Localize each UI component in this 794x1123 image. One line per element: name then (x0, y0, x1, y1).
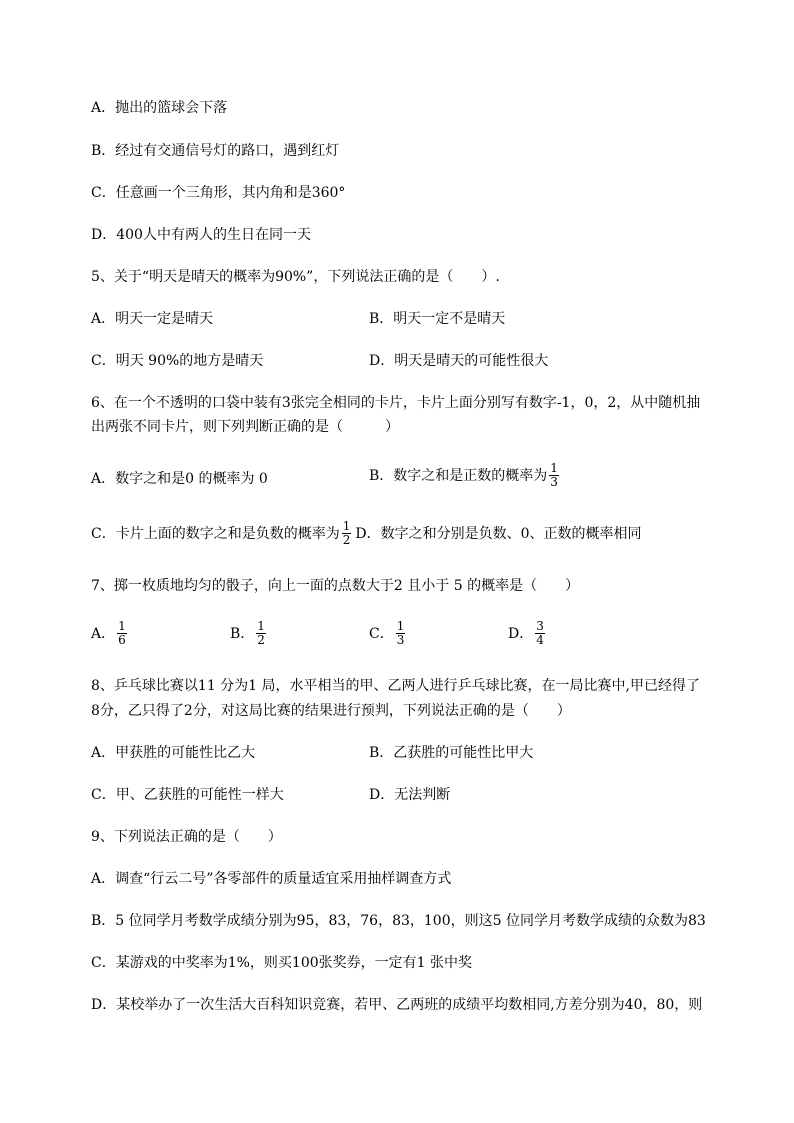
q9-option-a: A．调查“行云二号”各零部件的质量适宜采用抽样调查方式 (91, 871, 452, 887)
q9-option-d: D．某校举办了一次生活大百科知识竞赛，若甲、乙两班的成绩平均数相同,方差分别为40，80，则 (91, 997, 703, 1013)
q9-option-c: C．某游戏的中奖率为1%，则买100张奖券，一定有1 张中奖 (91, 955, 472, 971)
fraction-denominator: 2 (342, 533, 351, 547)
fraction (535, 620, 545, 647)
q8-stem-line1: 8、乒乓球比赛以11 分为1 局，水平相当的甲、乙两人进行乒乓球比赛，在一局比赛中,甲已经得了 (91, 678, 700, 694)
q7-option-b-label: B． (230, 625, 255, 642)
q8-stem-line2: 8分，乙只得了2分，对这局比赛的结果进行预判，下列说法正确的是（ ） (91, 703, 571, 719)
q5-option-b: B．明天一定不是晴天 (369, 311, 506, 327)
q6-stem-line2: 出两张不同卡片，则下列判断正确的是（ ） (91, 419, 399, 435)
fraction (117, 620, 127, 647)
q5-option-c: C．明天 90%的地方是晴天 (91, 353, 264, 369)
q9-stem: 9、下列说法正确的是（ ） (91, 829, 282, 845)
fraction (342, 520, 352, 547)
q4-option-a: A．抛出的篮球会下落 (91, 100, 228, 116)
q5-stem: 5、关于“明天是晴天的概率为90%”，下列说法正确的是（ ）. (91, 269, 500, 285)
q5-option-a: A．明天一定是晴天 (91, 311, 214, 327)
q5-option-d: D．明天是晴天的可能性很大 (369, 353, 549, 369)
fraction-numerator: 1 (396, 619, 405, 633)
q6-option-c (91, 520, 642, 547)
q7-options (91, 620, 651, 654)
q6-option-b-text: B．数字之和是正数的概率为 (369, 467, 548, 484)
q7-option-a-label: A． (91, 625, 116, 642)
q8-option-d: D．无法判断 (369, 787, 451, 803)
fraction-numerator: 1 (342, 519, 351, 533)
q6-option-c-text: C．卡片上面的数字之和是负数的概率为 (91, 525, 340, 542)
q4-option-d: D．400人中有两人的生日在同一天 (91, 227, 311, 243)
q6-stem-line1: 6、在一个不透明的口袋中装有3张完全相同的卡片，卡片上面分别写有数字-1，0，2，从中随机抽 (91, 395, 701, 411)
q6-option-b (369, 462, 561, 489)
fraction-numerator: 3 (536, 619, 544, 633)
q6-option-a: A．数字之和是0 的概率为 0 (91, 471, 268, 487)
fraction-denominator: 2 (257, 633, 265, 647)
fraction-denominator: 6 (118, 633, 126, 647)
q7-option-d (508, 620, 547, 647)
fraction (549, 462, 559, 489)
q9-option-b: B．5 位同学月考数学成绩分别为95，83，76，83，100，则这5 位同学月考数学成绩的众数为83 (91, 913, 706, 929)
q7-option-c-label: C． (369, 625, 394, 642)
q8-option-c: C．甲、乙获胜的可能性一样大 (91, 787, 284, 803)
q7-option-d-label: D． (508, 625, 534, 642)
q7-option-a (91, 620, 129, 647)
fraction (256, 620, 266, 647)
fraction-denominator: 3 (550, 475, 558, 489)
fraction-numerator: 1 (118, 619, 126, 633)
fraction-denominator: 4 (536, 633, 544, 647)
q8-option-b: B．乙获胜的可能性比甲大 (369, 745, 534, 761)
q8-option-a: A．甲获胜的可能性比乙大 (91, 745, 256, 761)
fraction (396, 620, 406, 647)
q6-option-d: D．数字之和分别是负数、0、正数的概率相同 (355, 525, 642, 542)
q7-option-c (369, 620, 407, 647)
fraction-numerator: 1 (550, 461, 558, 475)
q4-option-c: C．任意画一个三角形，其内角和是360° (91, 185, 346, 201)
q7-stem: 7、掷一枚质地均匀的骰子，向上一面的点数大于2 且小于 5 的概率是（ ） (91, 578, 580, 594)
q7-option-b (230, 620, 268, 647)
fraction-numerator: 1 (257, 619, 265, 633)
q4-option-b: B．经过有交通信号灯的路口，遇到红灯 (91, 143, 340, 159)
fraction-denominator: 3 (396, 633, 405, 647)
